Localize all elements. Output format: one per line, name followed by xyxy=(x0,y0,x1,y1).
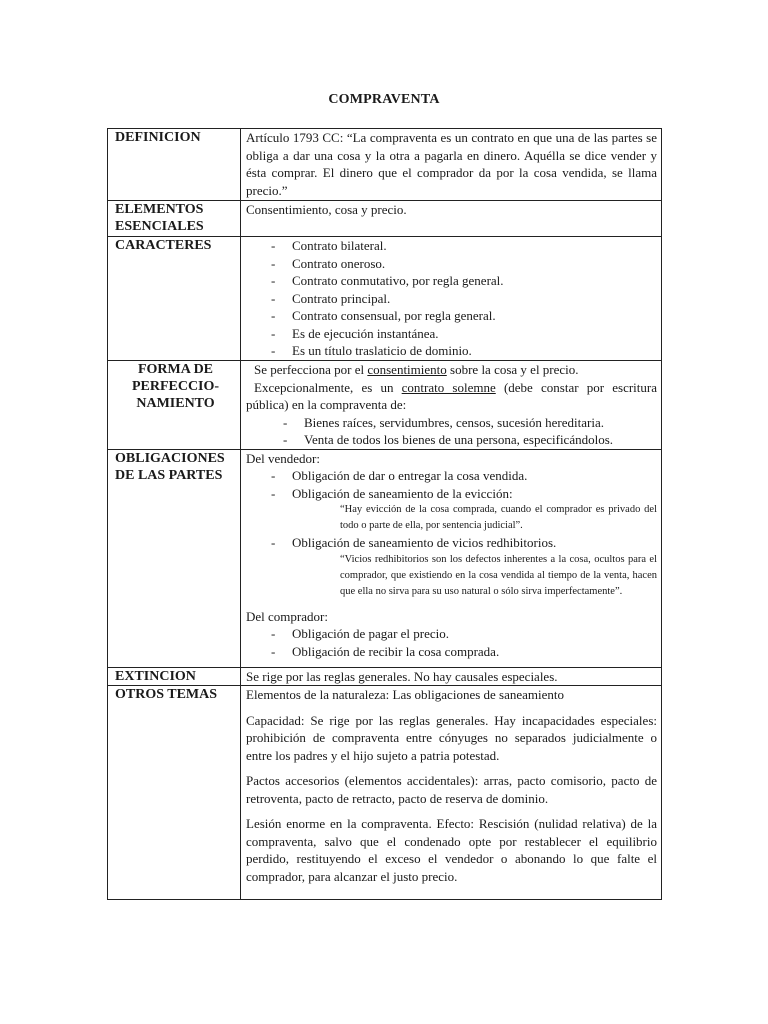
forma-list xyxy=(246,414,657,449)
row-label-elementos: ELEMENTOS ESENCIALES xyxy=(108,201,241,237)
list-item: - Obligación de saneamiento de vicios redhibitorios. xyxy=(246,534,657,552)
row-label-extincion: EXTINCION xyxy=(108,667,241,686)
table-row xyxy=(108,237,662,361)
list-item: - Bienes raíces, servidumbres, censos, sucesión hereditaria. xyxy=(246,414,657,432)
definicion-text: Artículo 1793 CC: “La compraventa es un contrato en que una de las partes se obliga a dar una cosa y la otra a pagarla en dinero. Aquélla se dice vender y ésta comprar. El dinero que el comprador da por la cosa vendida, se llama precio.” xyxy=(241,129,662,201)
row-label-definicion: DEFINICION xyxy=(108,129,241,201)
caracteres-list xyxy=(246,237,657,360)
forma-paragraph-1 xyxy=(246,361,657,379)
list-item: - Contrato conmutativo, por regla general. xyxy=(246,272,657,290)
row-label-obligaciones: OBLIGACIONES DE LAS PARTES xyxy=(108,449,241,667)
list-item: - Contrato principal. xyxy=(246,290,657,308)
table-row xyxy=(108,449,662,667)
otros-paragraph: Capacidad: Se rige por las reglas generales. Hay incapacidades especiales: prohibición de compraventa entre cónyuges no separados judicialmente o entre los padres y el hijo sujeto a patria potestad. xyxy=(246,712,657,763)
table-row xyxy=(108,667,662,686)
comprador-list xyxy=(246,625,657,660)
otros-paragraph: Elementos de la naturaleza: Las obligaciones de saneamiento xyxy=(246,687,565,702)
otros-cell xyxy=(241,686,662,900)
vendedor-list xyxy=(246,467,657,502)
vendedor-heading: Del vendedor: xyxy=(246,450,321,466)
extincion-text: Se rige por las reglas generales. No hay causales especiales. xyxy=(241,667,662,686)
list-item: - Contrato oneroso. xyxy=(246,255,657,273)
table-row xyxy=(108,201,662,237)
elementos-text: Consentimiento, cosa y precio. xyxy=(241,201,662,237)
list-item: - Obligación de dar o entregar la cosa vendida. xyxy=(246,467,657,485)
forma-p1-pre: Se perfecciona por el xyxy=(254,362,368,377)
forma-p1-post: sobre la cosa y el precio. xyxy=(446,362,579,377)
summary-table xyxy=(107,128,662,900)
row-label-otros: OTROS TEMAS xyxy=(108,686,241,900)
list-item: - Es de ejecución instantánea. xyxy=(246,325,657,343)
otros-paragraph: Pactos accesorios (elementos accidentales): arras, pacto comisorio, pacto de retroventa, pacto de retracto, pacto de reserva de dominio. xyxy=(246,773,657,806)
vicios-quote: “Vicios redhibitorios son los defectos inherentes a la cosa, ocultos para el comprador, que existiendo en la cosa vendida al tiempo de la venta, hacen que ella no sirva para su uso natural o sólo sirva imperfectamente”. xyxy=(340,553,657,597)
forma-paragraph-2 xyxy=(246,379,657,414)
forma-p2-underline: contrato solemne xyxy=(401,379,496,395)
comprador-heading: Del comprador: xyxy=(246,608,328,624)
list-item: - Contrato bilateral. xyxy=(246,237,657,255)
list-item: - Obligación de recibir la cosa comprada. xyxy=(246,643,657,661)
list-item: - Es un título traslaticio de dominio. xyxy=(246,342,657,360)
forma-p1-underline: consentimiento xyxy=(367,362,447,377)
table-row xyxy=(108,686,662,900)
table-row xyxy=(108,361,662,450)
forma-p2-post: (debe constar por escritura pública) en la compraventa de: xyxy=(246,379,657,412)
otros-paragraph: Lesión enorme en la compraventa. Efecto: Rescisión (nulidad relativa) de la compraventa, salvo que el condenado opte por restablecer el equilibrio perdido, restituyendo el exceso el vendedor o abonando lo que falte el comprador, para alcanzar el justo precio. xyxy=(246,816,657,884)
row-label-caracteres: CARACTERES xyxy=(108,237,241,361)
obligaciones-cell xyxy=(241,449,662,667)
list-item: - Obligación de saneamiento de la evicción: xyxy=(246,485,657,503)
forma-cell xyxy=(241,361,662,450)
list-item: - Venta de todos los bienes de una persona, especificándolos. xyxy=(246,431,657,449)
list-item: - Contrato consensual, por regla general. xyxy=(246,307,657,325)
vendedor-list-2 xyxy=(246,534,657,552)
forma-p2-pre: Excepcionalmente, es un xyxy=(254,379,402,395)
eviccion-quote: “Hay evicción de la cosa comprada, cuando el comprador es privado del todo o parte de ella, por sentencia judicial”. xyxy=(340,504,657,531)
page-title: COMPRAVENTA xyxy=(328,92,440,107)
caracteres-cell xyxy=(241,237,662,361)
list-item: - Obligación de pagar el precio. xyxy=(246,625,657,643)
row-label-forma: FORMA DE PERFECCIO-NAMIENTO xyxy=(108,361,241,450)
table-row xyxy=(108,129,662,201)
